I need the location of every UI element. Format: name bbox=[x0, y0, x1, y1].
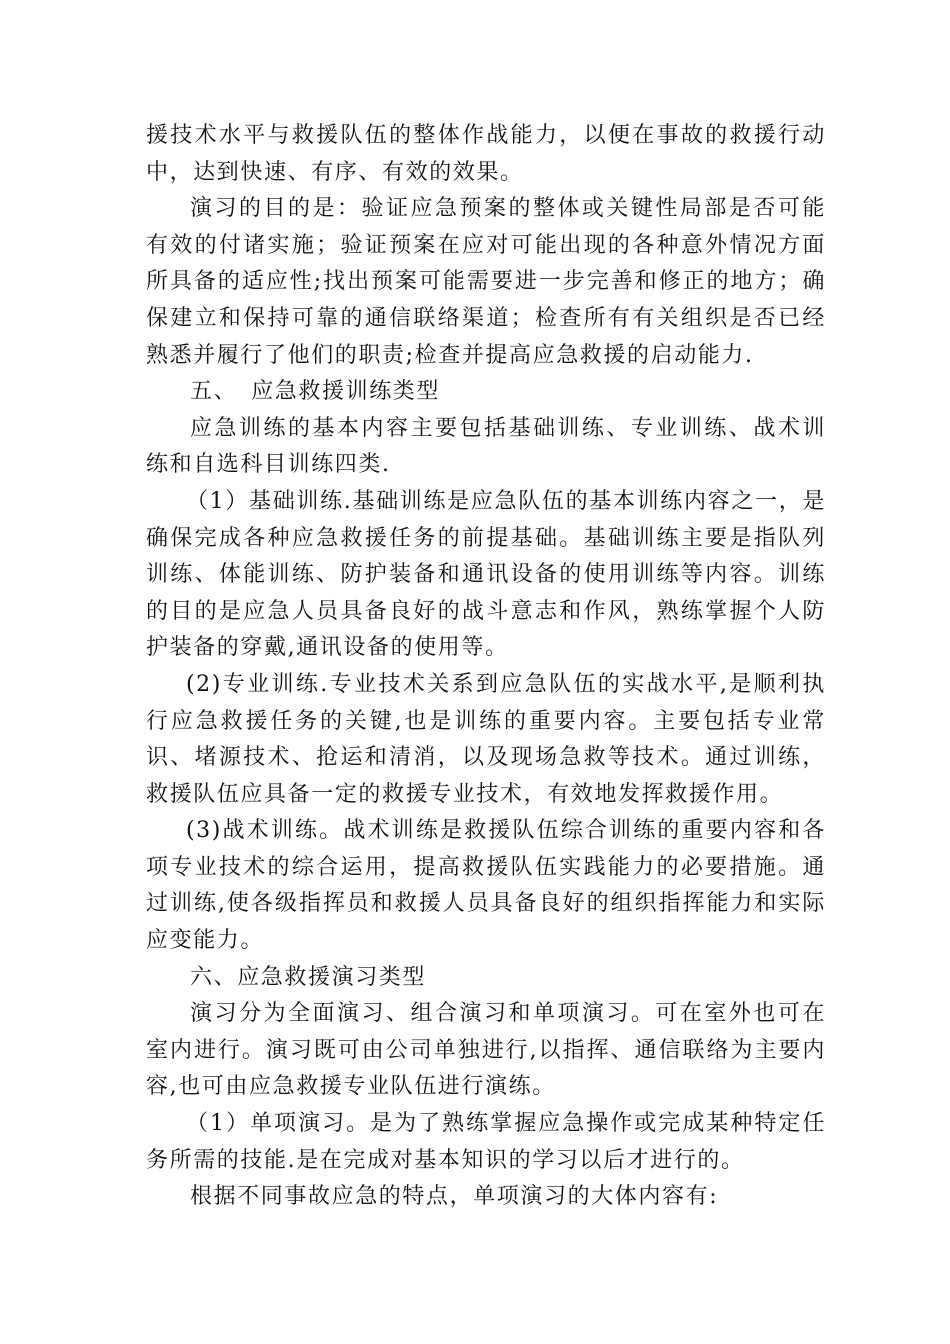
section-number: 五、 bbox=[190, 379, 238, 405]
paragraph-basic-training: （1）基础训练.基础训练是应急队伍的基本训练内容之一，是确保完成各种应急救援任务的前提基础。基础训练主要是指队列训练、体能训练、防护装备和通讯设备的使用训练等内容。训练的目的是应急人员具备良好的战斗意志和作风，熟练掌握个人防护装备的穿戴,通讯设备的使用等。 bbox=[146, 488, 826, 661]
paragraph-continuation: 援技术水平与救援队伍的整体作战能力，以便在事故的救援行动中，达到快速、有序、有效的效果。 bbox=[146, 123, 826, 185]
paragraph-professional-training: (2)专业训练.专业技术关系到应急队伍的实战水平,是顺利执行应急救援任务的关键,也是训练的重要内容。主要包括专业常识、堵源技术、抢运和清消，以及现场急救等技术。通过训练，救援队伍应具备一定的救援专业技术，有效地发挥救援作用。 bbox=[146, 671, 826, 807]
paragraph-tactical-training: (3)战术训练。战术训练是救援队伍综合训练的重要内容和各项专业技术的综合运用，提高救援队伍实践能力的必要措施。通过训练,使各级指挥员和救援人员具备良好的组织指挥能力和实际应变能力。 bbox=[146, 818, 826, 954]
section-heading-exercise-types: 六、应急救援演习类型 bbox=[190, 964, 427, 990]
section-heading-training-types bbox=[146, 374, 826, 411]
paragraph-single-exercise-content: 根据不同事故应急的特点，单项演习的大体内容有: bbox=[190, 1184, 719, 1210]
paragraph-exercise-purpose: 演习的目的是：验证应急预案的整体或关键性局部是否可能有效的付诸实施；验证预案在应对可能出现的各种意外情况方面所具备的适应性;找出预案可能需要进一步完善和修正的地方；确保建立和保持可靠的通信联络渠道；检查所有有关组织是否已经熟悉并履行了他们的职责;检查并提高应急救援的启动能力. bbox=[146, 196, 826, 368]
paragraph-exercise-categories: 演习分为全面演习、组合演习和单项演习。可在室外也可在室内进行。演习既可由公司单独进行,以指挥、通信联络为主要内容,也可由应急救援专业队伍进行演练。 bbox=[146, 1001, 826, 1100]
document-body bbox=[146, 118, 826, 1216]
paragraph-single-exercise: （1）单项演习。是为了熟练掌握应急操作或完成某种特定任务所需的技能.是在完成对基本知识的学习以后才进行的。 bbox=[146, 1111, 826, 1173]
section-title: 应急救援训练类型 bbox=[251, 379, 441, 405]
paragraph-training-content: 应急训练的基本内容主要包括基础训练、专业训练、战术训练和自选科目训练四类. bbox=[146, 415, 826, 478]
